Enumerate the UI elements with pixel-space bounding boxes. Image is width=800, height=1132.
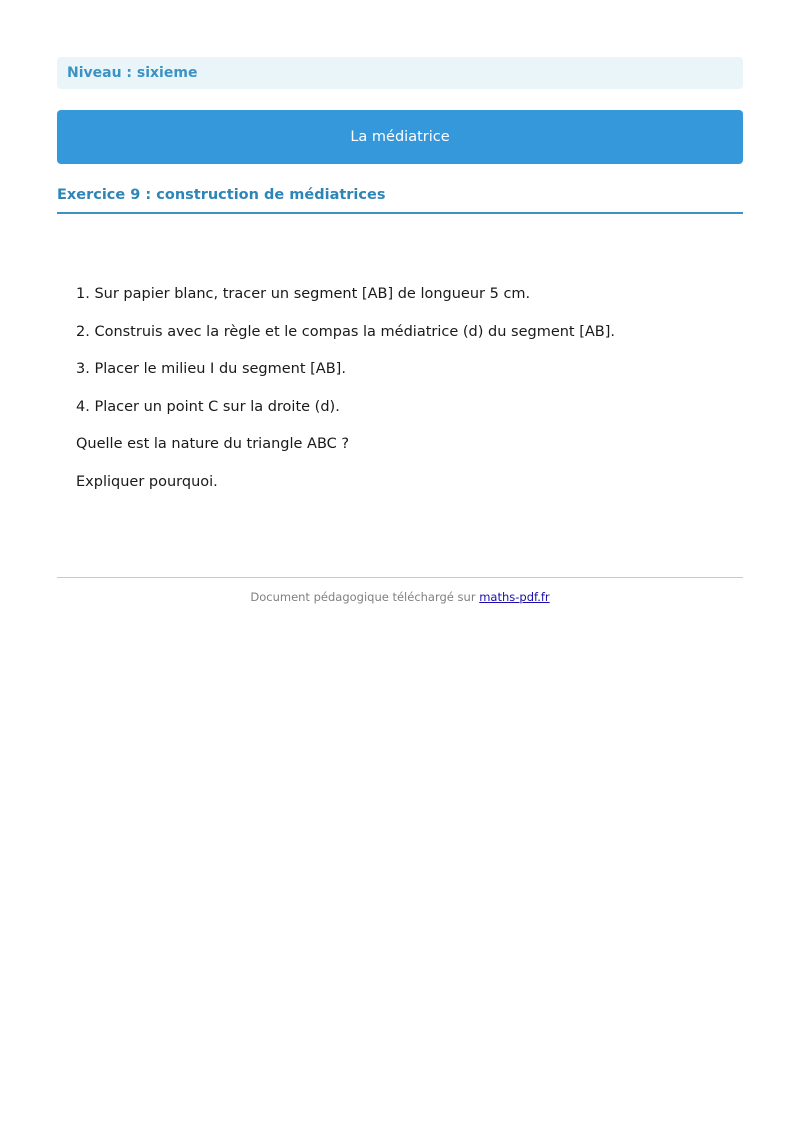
level-label: Niveau : sixieme (67, 65, 198, 81)
page-title: La médiatrice (350, 129, 450, 145)
level-banner (57, 57, 743, 89)
instruction-3: 3. Placer le milieu I du segment [AB]. (76, 361, 346, 377)
title-banner (57, 110, 743, 164)
footer (0, 590, 800, 604)
instruction-1: 1. Sur papier blanc, tracer un segment [AB] de longueur 5 cm. (76, 286, 531, 302)
footer-divider (57, 577, 743, 578)
exercise-body (76, 284, 736, 509)
footer-link[interactable]: maths-pdf.fr (479, 590, 550, 604)
instruction-2: 2. Construis avec la règle et le compas la médiatrice (d) du segment [AB]. (76, 323, 616, 340)
footer-text: Document pédagogique téléchargé sur (250, 590, 480, 604)
question: Quelle est la nature du triangle ABC ? (76, 436, 350, 452)
instruction-4: 4. Placer un point C sur la droite (d). (76, 398, 340, 415)
exercise-heading: Exercice 9 : construction de médiatrices (57, 184, 743, 214)
question-explain: Expliquer pourquoi. (76, 473, 218, 490)
